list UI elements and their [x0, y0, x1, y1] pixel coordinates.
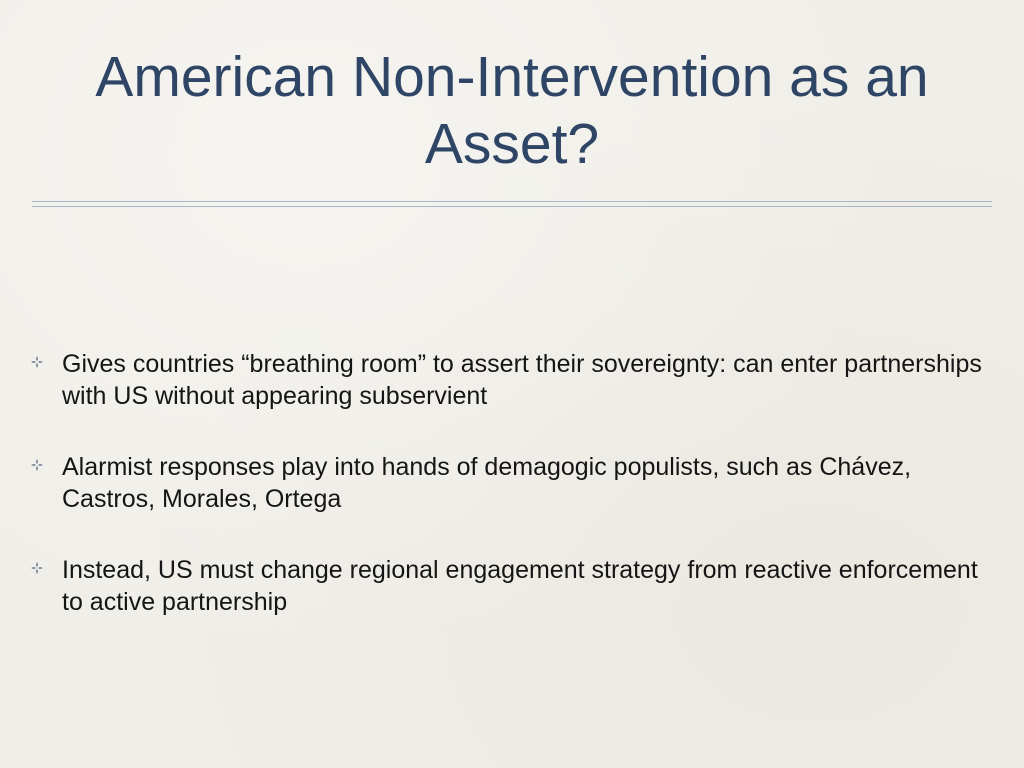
title-divider-top [32, 201, 992, 202]
fleuron-icon [30, 355, 44, 369]
bullet-text: Gives countries “breathing room” to assert their sovereignty: can enter partnerships with US without appearing subservient [62, 350, 982, 410]
slide-title: American Non-Intervention as an Asset? [95, 45, 929, 176]
bullet-item [30, 451, 1000, 515]
fleuron-icon [30, 561, 44, 575]
fleuron-icon [30, 458, 44, 472]
title-divider-bottom [32, 206, 992, 207]
bullet-text: Instead, US must change regional engagement strategy from reactive enforcement to active partnership [62, 556, 978, 616]
bullet-text: Alarmist responses play into hands of demagogic populists, such as Chávez, Castros, Morales, Ortega [62, 453, 912, 513]
bullet-list [30, 348, 1000, 657]
bullet-item [30, 348, 1000, 412]
bullet-item [30, 554, 1000, 618]
